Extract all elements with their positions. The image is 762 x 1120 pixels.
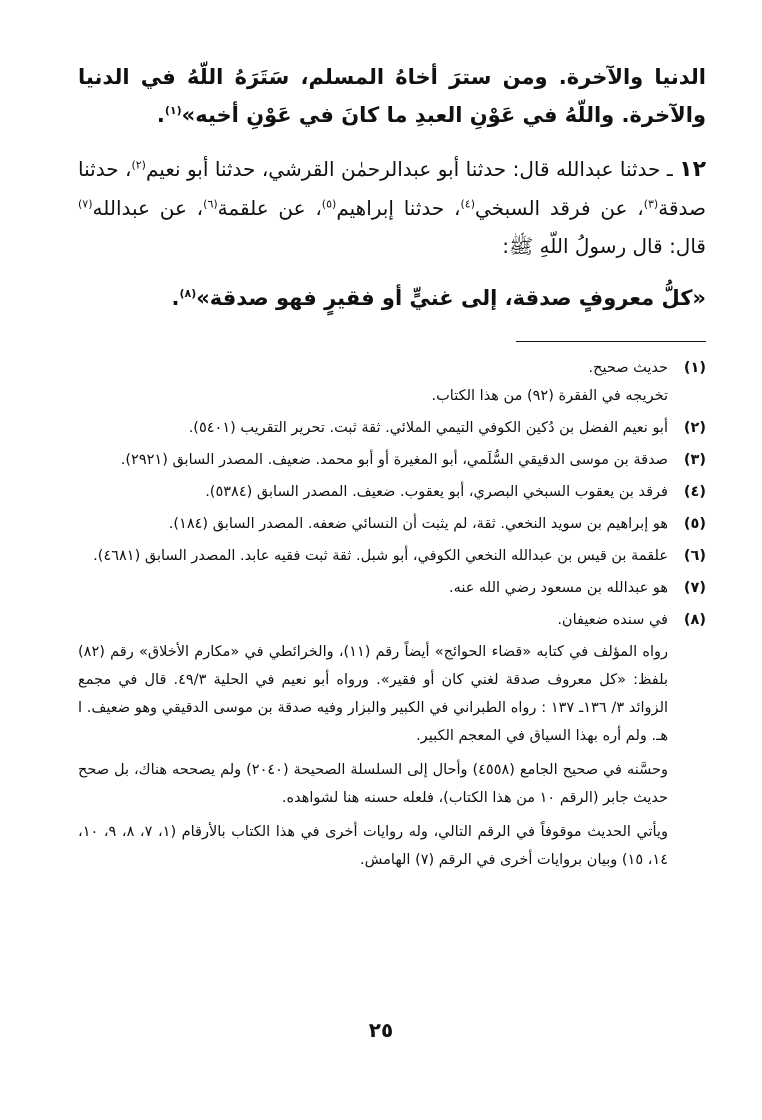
footnote-item: (٨) في سنده ضعيفان. [78, 606, 706, 634]
page-number: ٢٥ [368, 1018, 394, 1042]
footnote-item: (١) حديث صحيح. تخريجه في الفقرة (٩٢) من هذا الكتاب. [78, 354, 706, 410]
footnote-ref-2[interactable]: (٢) [131, 158, 146, 172]
footnote-number: (٢) [683, 420, 706, 436]
footnote-number: (١) [683, 360, 706, 376]
footnote-ref-1[interactable]: (١) [164, 104, 182, 117]
footnote-number: (٥) [683, 516, 706, 532]
footnote-continuation: وحسَّنه في صحيح الجامع (٤٥٥٨) وأحال إلى السلسلة الصحيحة (٢٠٤٠) ولم يصححه هناك، بل صحح حديث جابر (الرقم ١٠ من هذا الكتاب)، فلعله حسنه هنا لشواهده. [78, 762, 668, 806]
footnote-divider [516, 341, 706, 342]
footnote-number: (٤) [683, 484, 706, 500]
footnote-ref-8[interactable]: (٨) [179, 287, 197, 300]
footnote-number: (٣) [683, 452, 706, 468]
top-paragraph: الدنيا والآخرة. ومن سترَ أخاهُ المسلم، سَتَرَهُ اللّهُ في الدنيا والآخرة. واللّهُ في عَوْنِ العبدِ ما كانَ في عَوْنِ أخيه»$^{(١)}$. [78, 65, 706, 127]
hadith-quote: «كلُّ معروفٍ صدقة، إلى غنيٍّ أو فقيرٍ فهو صدقة»$^{(٨)}$. [171, 286, 706, 310]
footnote-continuation: رواه المؤلف في كتابه «قضاء الحوائج» أيضاً رقم (١١)، والخرائطي في «مكارم الأخلاق» رقم (٨٢) بلفظ: «كل معروف صدقة لغني كان أو فقير». ورواه أبو نعيم في الحلية ٤٩/٣. قال في مجمع الزوائد ٣/ ١٣٦ـ ١٣٧ : رواه الطبراني في الكبير والبزار وفيه صدقة بن موسى الدقيقي وهو ضعيف. ا هـ. ولم أره بهذا السياق في المعجم الكبير. [78, 644, 669, 744]
footnote-item: (٧) هو عبدالله بن مسعود رضي الله عنه. [78, 574, 706, 602]
footnote-item: (٣) صدقة بن موسى الدقيقي السُّلَمي، أبو المغيرة أو أبو محمد. ضعيف. المصدر السابق (٢٩٢١). [78, 446, 706, 474]
footnote-ref-4[interactable]: (٤) [460, 197, 475, 211]
footnote-ref-6[interactable]: (٦) [203, 197, 218, 211]
footnote-number: (٦) [683, 548, 706, 564]
footnote-number: (٧) [683, 580, 706, 596]
hadith-number: ١٢ [679, 157, 706, 182]
book-page [78, 58, 706, 880]
footnote-item: (٤) فرقد بن يعقوب السبخي البصري، أبو يعقوب. ضعيف. المصدر السابق (٥٣٨٤). [78, 478, 706, 506]
footnote-item: (٥) هو إبراهيم بن سويد النخعي. ثقة، لم يثبت أن النسائي ضعفه. المصدر السابق (١٨٤). [78, 510, 706, 538]
hadith-paragraph: ١٢ ـ حدثنا عبدالله قال: حدثنا أبو عبدالرحمٰن القرشي، حدثنا أبو نعيم$^{(٢)}$، حدثنا صدقة$^{(٣)}$، عن فرقد السبخي$^{(٤)}$، حدثنا إبراهيم$^{(٥)}$، عن علقمة$^{(٦)}$، عن عبدالله$^{(٧)}$ قال: قال رسولُ اللّهِ ﷺ: [78, 157, 706, 258]
footnotes-list [78, 354, 706, 874]
footnote-item: (٢) أبو نعيم الفضل بن دُكين الكوفي التيمي الملائي. ثقة ثبت. تحرير التقريب (٥٤٠١). [78, 414, 706, 442]
footnote-ref-7[interactable]: (٧) [78, 197, 93, 211]
footnote-item: (٦) علقمة بن قيس بن عبدالله النخعي الكوفي، أبو شبل. ثقة ثبت فقيه عابد. المصدر السابق (٤٦٨١). [78, 542, 706, 570]
footnote-ref-5[interactable]: (٥) [321, 197, 337, 211]
footnote-ref-3[interactable]: (٣) [643, 197, 659, 211]
footnote-continuation: ويأتي الحديث موقوفاً في الرقم التالي، وله روايات أخرى في هذا الكتاب بالأرقام (١، ٧، ٨، ٩، ١٠، ١٤، ١٥) وبيان بروايات أخرى في الرقم (٧) الهامش. [78, 824, 669, 868]
footnote-number: (٨) [683, 612, 706, 628]
top-paragraph-text: الدنيا والآخرة. ومن سترَ أخاهُ المسلم، سَتَرَهُ اللّهُ في الدنيا والآخرة. واللّهُ في عَوْنِ العبدِ ما كانَ في عَوْنِ أخيه» [78, 65, 706, 127]
